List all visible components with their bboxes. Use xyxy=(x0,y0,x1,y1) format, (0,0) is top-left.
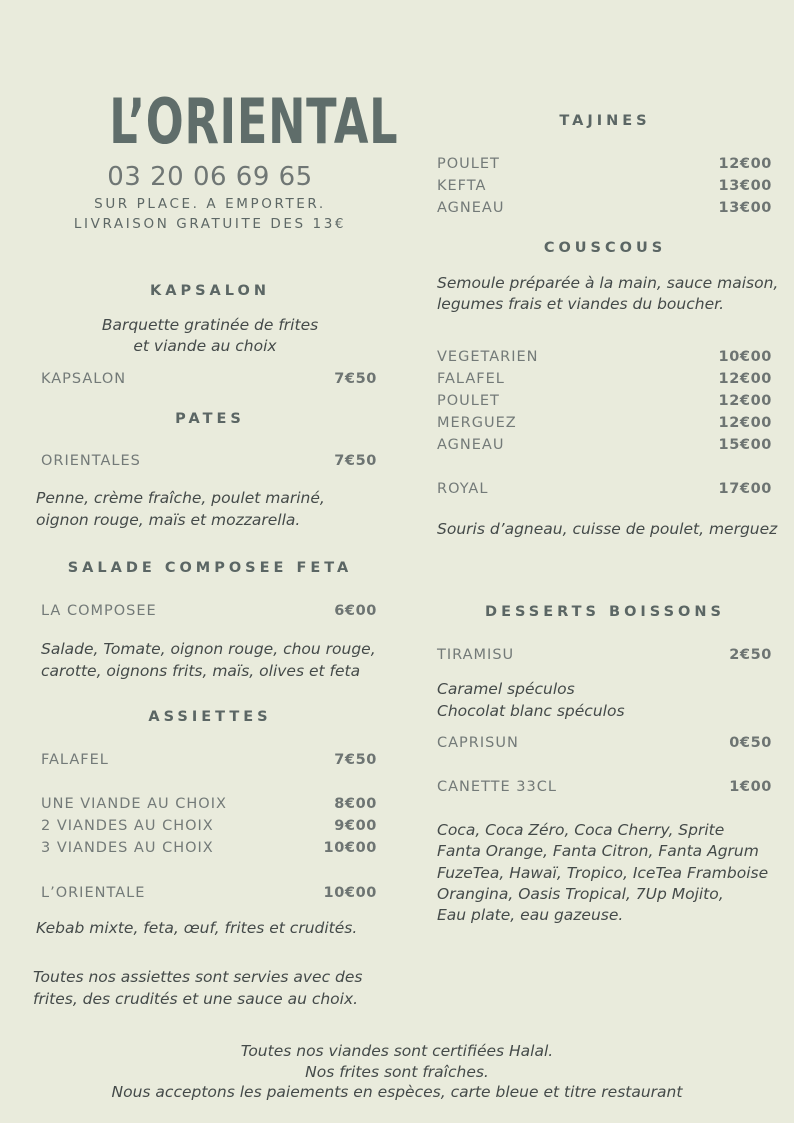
item-price: 6€00 xyxy=(334,603,377,619)
drinks-list-line3: FuzeTea, Hawaï, Tropico, IceTea Framboise xyxy=(437,864,769,882)
item-name: 3 VIANDES AU CHOIX xyxy=(41,840,214,856)
item-price: 0€50 xyxy=(729,735,772,751)
couscous-description-line2: legumes frais et viandes du boucher. xyxy=(437,295,724,313)
menu-item-tajine-kefta xyxy=(437,175,772,197)
menu-item-tiramisu xyxy=(437,644,772,666)
item-price: 17€00 xyxy=(718,481,772,497)
item-price: 13€00 xyxy=(718,200,772,216)
footer-payment-note: Nous acceptons les paiements en espèces, carte bleue et titre restaurant xyxy=(111,1083,683,1101)
drinks-list-line4: Orangina, Oasis Tropical, 7Up Mojito, xyxy=(437,885,724,903)
item-price: 10€00 xyxy=(718,349,772,365)
footer-halal-note: Toutes nos viandes sont certifiées Halal. xyxy=(240,1042,554,1060)
pates-description-line1: Penne, crème fraîche, poulet mariné, xyxy=(36,489,325,507)
section-heading-kapsalon: KAPSALON xyxy=(150,283,270,299)
item-price: 7€50 xyxy=(334,453,377,469)
section-heading-tajines: TAJINES xyxy=(559,113,651,129)
drinks-list-line5: Eau plate, eau gazeuse. xyxy=(437,906,624,924)
footer-fries-note: Nos frites sont fraîches. xyxy=(305,1063,489,1081)
item-name: FALAFEL xyxy=(41,752,109,768)
menu-item-couscous-merguez xyxy=(437,412,772,434)
tagline-service: SUR PLACE. A EMPORTER. xyxy=(94,196,326,212)
section-heading-couscous: COUSCOUS xyxy=(543,240,667,256)
menu-item-couscous-royal xyxy=(437,478,772,500)
item-name: TIRAMISU xyxy=(437,647,515,663)
menu-item-3-viandes xyxy=(41,837,377,859)
item-price: 13€00 xyxy=(718,178,772,194)
item-price: 12€00 xyxy=(718,393,772,409)
item-name: POULET xyxy=(437,393,500,409)
menu-item-canette xyxy=(437,776,772,798)
item-price: 12€00 xyxy=(718,371,772,387)
menu-item-falafel-assiette xyxy=(41,749,377,771)
item-name: CAPRISUN xyxy=(437,735,519,751)
item-price: 1€00 xyxy=(729,779,772,795)
tagline-delivery: LIVRAISON GRATUITE DES 13€ xyxy=(73,216,347,232)
item-name: AGNEAU xyxy=(437,437,505,453)
menu-item-couscous-agneau xyxy=(437,434,772,456)
assiettes-note-line1: Toutes nos assiettes sont servies avec des xyxy=(33,968,363,986)
menu-item-2-viandes xyxy=(41,815,377,837)
section-heading-desserts-boissons: DESSERTS BOISSONS xyxy=(485,604,725,620)
item-price: 7€50 xyxy=(334,752,377,768)
royal-description: Souris d’agneau, cuisse de poulet, merguez xyxy=(437,520,778,538)
section-heading-pates: PATES xyxy=(175,411,245,427)
item-name: VEGETARIEN xyxy=(437,349,539,365)
item-price: 15€00 xyxy=(718,437,772,453)
kapsalon-description-line1: Barquette gratinée de frites xyxy=(101,316,319,334)
item-name: KAPSALON xyxy=(41,371,127,387)
item-name: UNE VIANDE AU CHOIX xyxy=(41,796,227,812)
item-price: 8€00 xyxy=(334,796,377,812)
menu-item-orientales xyxy=(41,450,377,472)
orientale-description: Kebab mixte, feta, œuf, frites et crudités. xyxy=(36,919,358,937)
menu-item-tajine-poulet xyxy=(437,153,772,175)
item-name: ORIENTALES xyxy=(41,453,141,469)
drinks-list-line2: Fanta Orange, Fanta Citron, Fanta Agrum xyxy=(437,842,759,860)
item-price: 12€00 xyxy=(718,415,772,431)
item-name: KEFTA xyxy=(437,178,487,194)
menu-item-une-viande xyxy=(41,793,377,815)
couscous-description-line1: Semoule préparée à la main, sauce maison, xyxy=(437,274,779,292)
item-name: CANETTE 33CL xyxy=(437,779,557,795)
section-heading-assiettes: ASSIETTES xyxy=(148,709,272,725)
salade-description-line2: carotte, oignons frits, maïs, olives et feta xyxy=(41,662,361,680)
assiettes-note-line2: frites, des crudités et une sauce au choix. xyxy=(33,990,359,1008)
item-price: 10€00 xyxy=(323,885,377,901)
item-name: 2 VIANDES AU CHOIX xyxy=(41,818,214,834)
item-name: MERGUEZ xyxy=(437,415,517,431)
pates-description-line2: oignon rouge, maïs et mozzarella. xyxy=(36,511,301,529)
item-name: FALAFEL xyxy=(437,371,505,387)
menu-item-couscous-falafel xyxy=(437,368,772,390)
tiramisu-flavor-1: Caramel spéculos xyxy=(437,680,575,698)
menu-item-couscous-poulet xyxy=(437,390,772,412)
menu-item-caprisun xyxy=(437,732,772,754)
item-price: 2€50 xyxy=(729,647,772,663)
menu-item-la-composee xyxy=(41,600,377,622)
item-price: 7€50 xyxy=(334,371,377,387)
phone-number: 03 20 06 69 65 xyxy=(107,162,313,192)
item-name: LA COMPOSEE xyxy=(41,603,157,619)
item-name: L’ORIENTALE xyxy=(41,885,146,901)
tiramisu-flavor-2: Chocolat blanc spéculos xyxy=(437,702,625,720)
drinks-list-line1: Coca, Coca Zéro, Coca Cherry, Sprite xyxy=(437,821,725,839)
item-name: ROYAL xyxy=(437,481,489,497)
menu-item-tajine-agneau xyxy=(437,197,772,219)
item-price: 10€00 xyxy=(323,840,377,856)
menu-item-kapsalon xyxy=(41,368,377,390)
item-price: 12€00 xyxy=(718,156,772,172)
item-name: POULET xyxy=(437,156,500,172)
kapsalon-description-line2: et viande au choix xyxy=(133,337,277,355)
menu-item-l-orientale xyxy=(41,882,377,904)
menu-item-couscous-vegetarien xyxy=(437,346,772,368)
item-name: AGNEAU xyxy=(437,200,505,216)
item-price: 9€00 xyxy=(334,818,377,834)
salade-description-line1: Salade, Tomate, oignon rouge, chou rouge, xyxy=(41,640,376,658)
section-heading-salade: SALADE COMPOSEE FETA xyxy=(67,560,353,576)
restaurant-title: L’ORIENTAL xyxy=(109,85,399,158)
